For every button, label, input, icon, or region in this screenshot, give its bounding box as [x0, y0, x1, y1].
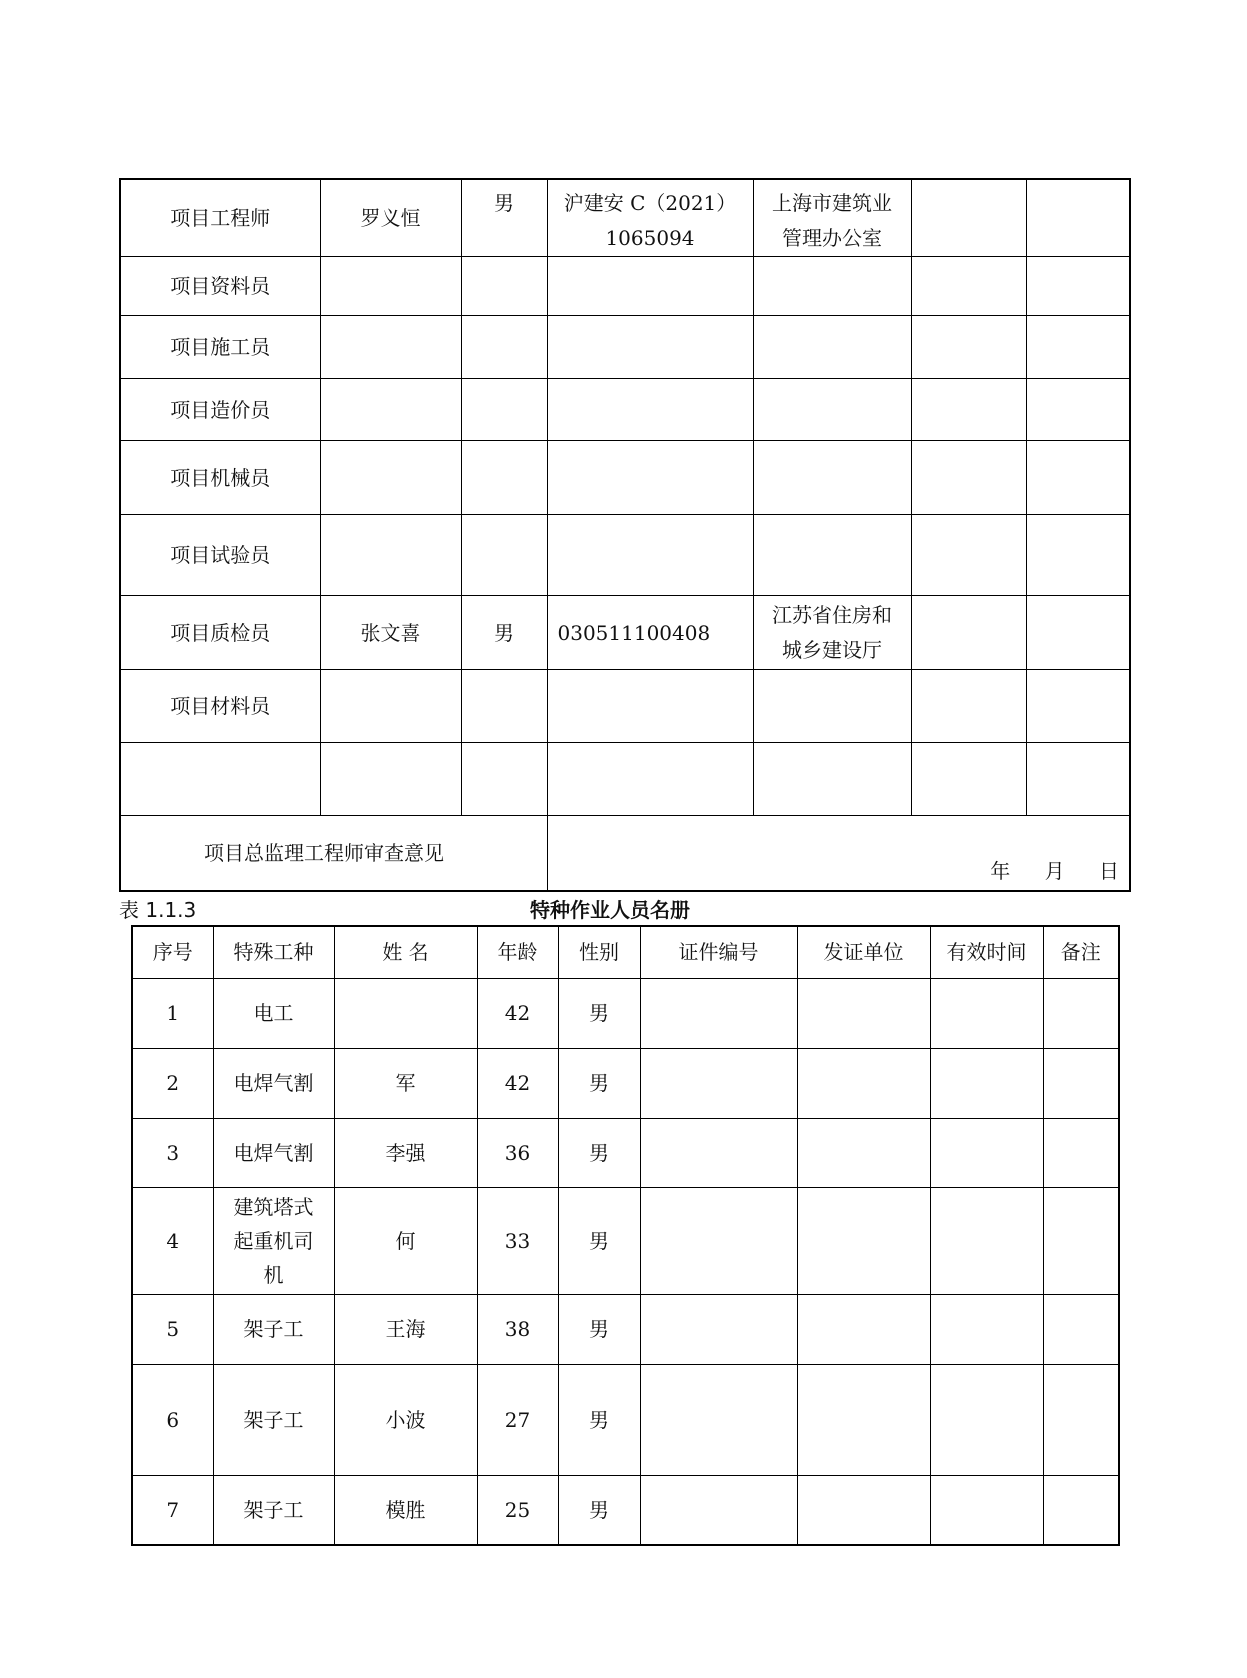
table-title: 特种作业人员名册 — [530, 898, 690, 922]
column-header: 性别 — [558, 926, 640, 978]
empty-cell — [320, 316, 461, 379]
empty-cell — [1026, 515, 1130, 596]
empty-cell — [1026, 743, 1130, 816]
age-cell: 38 — [477, 1294, 558, 1364]
special-workers-table — [131, 925, 1120, 1546]
column-header: 序号 — [132, 926, 213, 978]
empty-cell — [320, 515, 461, 596]
empty-cell — [547, 743, 753, 816]
trade-line: 机 — [263, 1262, 284, 1287]
no-cell: 2 — [132, 1048, 213, 1118]
empty-cell — [753, 316, 911, 379]
table-row — [120, 515, 1130, 596]
no-cell: 1 — [132, 978, 213, 1048]
role-cell: 项目质检员 — [120, 596, 320, 670]
empty-cell — [1043, 1475, 1119, 1545]
empty-cell — [547, 316, 753, 379]
empty-cell — [911, 179, 1026, 257]
empty-cell — [911, 670, 1026, 743]
empty-cell — [911, 596, 1026, 670]
empty-cell — [640, 1048, 797, 1118]
column-header: 姓 名 — [334, 926, 477, 978]
role-cell: 项目造价员 — [120, 379, 320, 441]
table-row — [120, 179, 1130, 257]
empty-cell — [753, 670, 911, 743]
name-cell: 张文喜 — [320, 596, 461, 670]
gender-cell: 男 — [558, 978, 640, 1048]
empty-cell — [797, 1118, 930, 1187]
role-cell: 项目施工员 — [120, 316, 320, 379]
header-row — [132, 926, 1119, 978]
table-row — [120, 743, 1130, 816]
empty-cell — [911, 316, 1026, 379]
cert-cell: 030511100408 — [547, 596, 753, 670]
review-date: 年 月 日 — [990, 858, 1119, 883]
trade-cell: 架子工 — [213, 1475, 334, 1545]
empty-cell — [797, 1048, 930, 1118]
empty-cell — [797, 1294, 930, 1364]
empty-cell — [911, 257, 1026, 316]
table-row — [132, 1294, 1119, 1364]
empty-cell — [930, 1118, 1043, 1187]
table-row — [132, 1118, 1119, 1187]
empty-cell — [1026, 257, 1130, 316]
name-cell: 王海 — [334, 1294, 477, 1364]
empty-cell — [320, 379, 461, 441]
issuer-cell — [753, 179, 911, 257]
gender-cell: 男 — [558, 1294, 640, 1364]
empty-cell — [320, 670, 461, 743]
cert-line: 沪建安 C（2021） — [563, 191, 737, 215]
empty-cell — [547, 515, 753, 596]
table-row — [120, 257, 1130, 316]
name-cell: 罗义恒 — [320, 179, 461, 257]
empty-cell — [640, 978, 797, 1048]
empty-cell — [753, 515, 911, 596]
name-cell: 小波 — [334, 1364, 477, 1475]
role-cell — [120, 743, 320, 816]
empty-cell — [320, 441, 461, 515]
empty-cell — [797, 978, 930, 1048]
empty-cell — [640, 1118, 797, 1187]
name-cell: 何 — [334, 1187, 477, 1294]
column-header: 证件编号 — [640, 926, 797, 978]
column-header: 发证单位 — [797, 926, 930, 978]
table-row — [132, 1048, 1119, 1118]
name-cell: 军 — [334, 1048, 477, 1118]
table-row — [120, 441, 1130, 515]
empty-cell — [461, 441, 547, 515]
table-number: 表 1.1.3 — [119, 898, 197, 922]
trade-line: 起重机司 — [233, 1228, 314, 1253]
age-cell: 42 — [477, 1048, 558, 1118]
gender-cell: 男 — [558, 1048, 640, 1118]
gender-cell: 男 — [558, 1475, 640, 1545]
empty-cell — [1026, 379, 1130, 441]
column-header: 备注 — [1043, 926, 1119, 978]
empty-cell — [461, 743, 547, 816]
table-row — [132, 1187, 1119, 1294]
column-header: 特殊工种 — [213, 926, 334, 978]
trade-cell: 电焊气割 — [213, 1048, 334, 1118]
empty-cell — [1026, 316, 1130, 379]
empty-cell — [911, 441, 1026, 515]
empty-cell — [547, 379, 753, 441]
gender-cell: 男 — [558, 1187, 640, 1294]
empty-cell — [1026, 670, 1130, 743]
issuer-line: 城乡建设厅 — [782, 637, 882, 662]
empty-cell — [797, 1475, 930, 1545]
trade-cell: 架子工 — [213, 1364, 334, 1475]
empty-cell — [911, 515, 1026, 596]
review-row — [120, 816, 1130, 891]
column-header: 年龄 — [477, 926, 558, 978]
age-cell: 42 — [477, 978, 558, 1048]
age-cell: 25 — [477, 1475, 558, 1545]
issuer-line: 管理办公室 — [782, 226, 882, 250]
trade-cell — [213, 1187, 334, 1294]
name-cell: 李强 — [334, 1118, 477, 1187]
empty-cell — [1026, 596, 1130, 670]
no-cell: 3 — [132, 1118, 213, 1187]
empty-cell — [930, 1475, 1043, 1545]
empty-cell — [640, 1364, 797, 1475]
empty-cell — [461, 515, 547, 596]
trade-cell: 电工 — [213, 978, 334, 1048]
empty-cell — [640, 1475, 797, 1545]
empty-cell — [753, 379, 911, 441]
empty-cell — [461, 379, 547, 441]
table-row — [132, 1364, 1119, 1475]
empty-cell — [320, 743, 461, 816]
empty-cell — [797, 1187, 930, 1294]
empty-cell — [461, 670, 547, 743]
role-cell: 项目机械员 — [120, 441, 320, 515]
table-row — [120, 379, 1130, 441]
table-row — [120, 596, 1130, 670]
cert-cell — [547, 179, 753, 257]
gender-cell: 男 — [558, 1118, 640, 1187]
empty-cell — [547, 670, 753, 743]
empty-cell — [640, 1187, 797, 1294]
age-cell: 27 — [477, 1364, 558, 1475]
gender-cell: 男 — [461, 179, 547, 257]
age-cell: 36 — [477, 1118, 558, 1187]
empty-cell — [930, 978, 1043, 1048]
empty-cell — [911, 743, 1026, 816]
name-cell — [334, 978, 477, 1048]
no-cell: 7 — [132, 1475, 213, 1545]
empty-cell — [640, 1294, 797, 1364]
empty-cell — [1026, 179, 1130, 257]
empty-cell — [930, 1187, 1043, 1294]
empty-cell — [461, 257, 547, 316]
empty-cell — [1043, 1048, 1119, 1118]
table-row — [132, 1475, 1119, 1545]
empty-cell — [930, 1294, 1043, 1364]
role-cell: 项目资料员 — [120, 257, 320, 316]
empty-cell — [1043, 1294, 1119, 1364]
table-row — [132, 978, 1119, 1048]
empty-cell — [547, 257, 753, 316]
gender-cell: 男 — [558, 1364, 640, 1475]
trade-cell: 电焊气割 — [213, 1118, 334, 1187]
age-cell: 33 — [477, 1187, 558, 1294]
review-label: 项目总监理工程师审查意见 — [120, 816, 547, 891]
role-cell: 项目工程师 — [120, 179, 320, 257]
empty-cell — [911, 379, 1026, 441]
empty-cell — [1026, 441, 1130, 515]
empty-cell — [753, 257, 911, 316]
empty-cell — [1043, 978, 1119, 1048]
role-cell: 项目材料员 — [120, 670, 320, 743]
table-row — [120, 670, 1130, 743]
empty-cell — [547, 441, 753, 515]
issuer-line: 江苏省住房和 — [772, 602, 892, 627]
cert-line: 1065094 — [605, 226, 695, 250]
empty-cell — [797, 1364, 930, 1475]
project-staff-table — [119, 178, 1131, 892]
empty-cell — [1043, 1118, 1119, 1187]
empty-cell — [1043, 1364, 1119, 1475]
issuer-cell — [753, 596, 911, 670]
empty-cell — [320, 257, 461, 316]
column-header: 有效时间 — [930, 926, 1043, 978]
no-cell: 5 — [132, 1294, 213, 1364]
trade-line: 建筑塔式 — [233, 1194, 314, 1219]
gender-cell: 男 — [461, 596, 547, 670]
no-cell: 6 — [132, 1364, 213, 1475]
name-cell: 模胜 — [334, 1475, 477, 1545]
empty-cell — [930, 1364, 1043, 1475]
issuer-line: 上海市建筑业 — [772, 191, 892, 215]
table-row — [120, 316, 1130, 379]
empty-cell — [753, 441, 911, 515]
no-cell: 4 — [132, 1187, 213, 1294]
empty-cell — [1043, 1187, 1119, 1294]
trade-cell: 架子工 — [213, 1294, 334, 1364]
role-cell: 项目试验员 — [120, 515, 320, 596]
empty-cell — [930, 1048, 1043, 1118]
empty-cell — [461, 316, 547, 379]
review-opinion-cell — [547, 816, 1130, 891]
empty-cell — [753, 743, 911, 816]
